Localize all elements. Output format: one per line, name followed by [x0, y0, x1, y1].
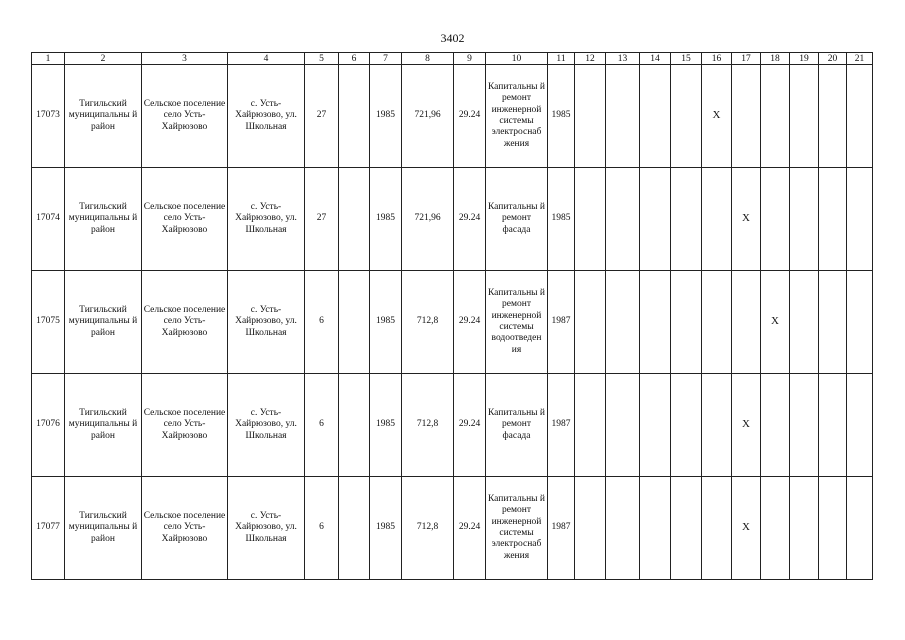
col-18-cell	[761, 477, 790, 580]
col-15-cell	[671, 168, 702, 271]
district-cell: Тигильский муниципальны й район	[65, 65, 142, 168]
col-17-cell	[732, 271, 761, 374]
col-13-cell	[606, 477, 640, 580]
district-cell: Тигильский муниципальны й район	[65, 271, 142, 374]
col-15-cell	[671, 271, 702, 374]
record-id-cell: 17076	[32, 374, 65, 477]
col-18-cell	[761, 168, 790, 271]
settlement-cell: Сельское поселение село Усть-Хайрюзово	[142, 168, 228, 271]
area-cell: 721,96	[402, 65, 454, 168]
district-cell: Тигильский муниципальны й район	[65, 374, 142, 477]
col-18-cell: X	[761, 271, 790, 374]
col-12-cell	[575, 477, 606, 580]
column-header-20: 20	[819, 53, 847, 65]
build-year-cell: 1985	[370, 65, 402, 168]
address-cell: с. Усть-Хайрюзово, ул. Школьная	[228, 65, 305, 168]
settlement-cell: Сельское поселение село Усть-Хайрюзово	[142, 477, 228, 580]
year-cell: 1985	[548, 168, 575, 271]
column-header-8: 8	[402, 53, 454, 65]
col-9-cell: 29.24	[454, 374, 486, 477]
settlement-cell: Сельское поселение село Усть-Хайрюзово	[142, 65, 228, 168]
col-19-cell	[790, 271, 819, 374]
column-header-13: 13	[606, 53, 640, 65]
work-type-cell: Капитальны й ремонт фасада	[486, 374, 548, 477]
build-year-cell: 1985	[370, 477, 402, 580]
column-header-3: 3	[142, 53, 228, 65]
col-6-cell	[339, 168, 370, 271]
col-16-cell	[702, 477, 732, 580]
col-14-cell	[640, 271, 671, 374]
col-19-cell	[790, 65, 819, 168]
col-18-cell	[761, 65, 790, 168]
column-header-9: 9	[454, 53, 486, 65]
address-cell: с. Усть-Хайрюзово, ул. Школьная	[228, 271, 305, 374]
column-header-18: 18	[761, 53, 790, 65]
col-13-cell	[606, 65, 640, 168]
col-12-cell	[575, 374, 606, 477]
col-14-cell	[640, 374, 671, 477]
record-id-cell: 17077	[32, 477, 65, 580]
column-header-1: 1	[32, 53, 65, 65]
col-16-cell	[702, 271, 732, 374]
column-header-21: 21	[847, 53, 873, 65]
work-type-cell: Капитальны й ремонт инженерной системы водоотведен ия	[486, 271, 548, 374]
record-id-cell: 17075	[32, 271, 65, 374]
col-17-cell	[732, 65, 761, 168]
header-row	[32, 53, 873, 65]
col-19-cell	[790, 374, 819, 477]
col-15-cell	[671, 65, 702, 168]
record-id-cell: 17073	[32, 65, 65, 168]
col-16-cell	[702, 168, 732, 271]
column-header-2: 2	[65, 53, 142, 65]
work-type-cell: Капитальны й ремонт фасада	[486, 168, 548, 271]
table-row	[32, 271, 873, 374]
record-id-cell: 17074	[32, 168, 65, 271]
work-type-cell: Капитальны й ремонт инженерной системы электроснаб жения	[486, 65, 548, 168]
col-20-cell	[819, 65, 847, 168]
column-header-15: 15	[671, 53, 702, 65]
register-table	[31, 52, 873, 580]
col-6-cell	[339, 65, 370, 168]
col-13-cell	[606, 271, 640, 374]
col-6-cell	[339, 271, 370, 374]
col-14-cell	[640, 168, 671, 271]
col-17-cell: X	[732, 477, 761, 580]
col-5-cell: 6	[305, 374, 339, 477]
col-21-cell	[847, 477, 873, 580]
column-header-10: 10	[486, 53, 548, 65]
settlement-cell: Сельское поселение село Усть-Хайрюзово	[142, 374, 228, 477]
settlement-cell: Сельское поселение село Усть-Хайрюзово	[142, 271, 228, 374]
address-cell: с. Усть-Хайрюзово, ул. Школьная	[228, 374, 305, 477]
col-13-cell	[606, 374, 640, 477]
column-header-16: 16	[702, 53, 732, 65]
address-cell: с. Усть-Хайрюзово, ул. Школьная	[228, 477, 305, 580]
address-cell: с. Усть-Хайрюзово, ул. Школьная	[228, 168, 305, 271]
table-row	[32, 65, 873, 168]
col-21-cell	[847, 168, 873, 271]
col-14-cell	[640, 65, 671, 168]
col-13-cell	[606, 168, 640, 271]
col-21-cell	[847, 271, 873, 374]
col-20-cell	[819, 271, 847, 374]
area-cell: 721,96	[402, 168, 454, 271]
year-cell: 1987	[548, 477, 575, 580]
table-row	[32, 374, 873, 477]
col-9-cell: 29.24	[454, 271, 486, 374]
col-6-cell	[339, 374, 370, 477]
column-header-4: 4	[228, 53, 305, 65]
page-number: 3402	[440, 31, 465, 45]
year-cell: 1985	[548, 65, 575, 168]
col-15-cell	[671, 374, 702, 477]
column-header-6: 6	[339, 53, 370, 65]
col-14-cell	[640, 477, 671, 580]
build-year-cell: 1985	[370, 374, 402, 477]
col-20-cell	[819, 477, 847, 580]
col-18-cell	[761, 374, 790, 477]
col-19-cell	[790, 477, 819, 580]
column-header-19: 19	[790, 53, 819, 65]
table-row	[32, 477, 873, 580]
district-cell: Тигильский муниципальны й район	[65, 477, 142, 580]
col-5-cell: 27	[305, 168, 339, 271]
col-12-cell	[575, 271, 606, 374]
build-year-cell: 1985	[370, 168, 402, 271]
area-cell: 712,8	[402, 271, 454, 374]
col-9-cell: 29.24	[454, 65, 486, 168]
col-9-cell: 29.24	[454, 168, 486, 271]
col-5-cell: 6	[305, 271, 339, 374]
col-15-cell	[671, 477, 702, 580]
area-cell: 712,8	[402, 374, 454, 477]
col-6-cell	[339, 477, 370, 580]
column-header-12: 12	[575, 53, 606, 65]
col-5-cell: 27	[305, 65, 339, 168]
col-5-cell: 6	[305, 477, 339, 580]
col-20-cell	[819, 168, 847, 271]
area-cell: 712,8	[402, 477, 454, 580]
column-header-14: 14	[640, 53, 671, 65]
year-cell: 1987	[548, 374, 575, 477]
col-12-cell	[575, 168, 606, 271]
col-9-cell: 29.24	[454, 477, 486, 580]
district-cell: Тигильский муниципальны й район	[65, 168, 142, 271]
build-year-cell: 1985	[370, 271, 402, 374]
col-16-cell	[702, 374, 732, 477]
col-21-cell	[847, 374, 873, 477]
col-20-cell	[819, 374, 847, 477]
year-cell: 1987	[548, 271, 575, 374]
column-header-11: 11	[548, 53, 575, 65]
col-21-cell	[847, 65, 873, 168]
col-17-cell: X	[732, 168, 761, 271]
col-12-cell	[575, 65, 606, 168]
table-row	[32, 168, 873, 271]
col-19-cell	[790, 168, 819, 271]
col-16-cell: X	[702, 65, 732, 168]
work-type-cell: Капитальны й ремонт инженерной системы электроснаб жения	[486, 477, 548, 580]
column-header-7: 7	[370, 53, 402, 65]
col-17-cell: X	[732, 374, 761, 477]
column-header-5: 5	[305, 53, 339, 65]
column-header-17: 17	[732, 53, 761, 65]
